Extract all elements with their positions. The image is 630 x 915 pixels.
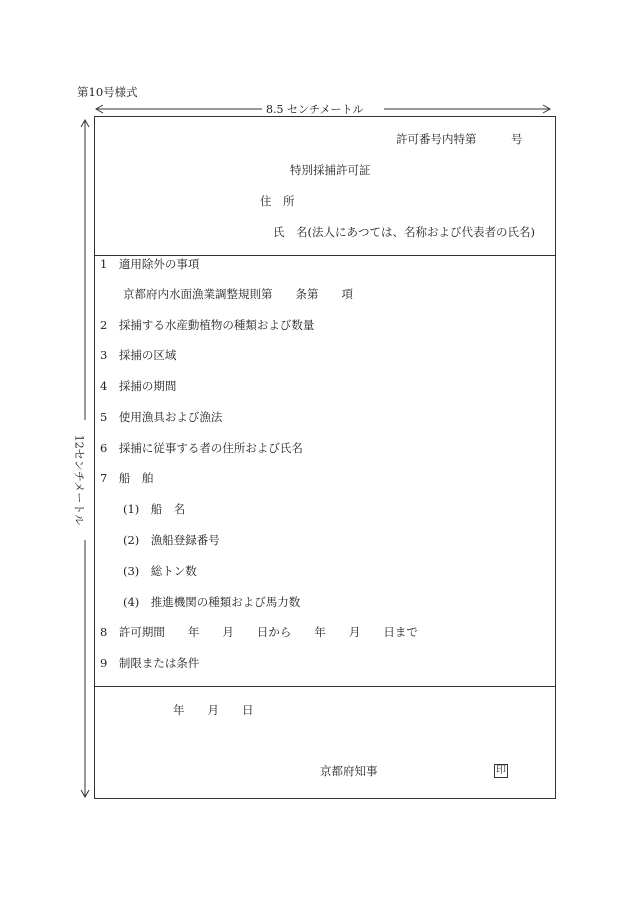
- permit-title: 特別採捕許可証: [290, 163, 371, 177]
- header-divider: [94, 255, 556, 256]
- item-row: (4) 推進機関の種類および馬力数: [123, 595, 301, 609]
- footer-divider: [94, 686, 556, 687]
- name-label: 氏 名(法人にあつては、名称および代表者の氏名): [273, 225, 535, 239]
- form-number: 第10号様式: [77, 85, 138, 99]
- seal-mark: 印: [496, 765, 506, 776]
- item-row: (3) 総トン数: [123, 564, 197, 578]
- item-row: 7 船 舶: [100, 471, 154, 485]
- item-row: 9 制限または条件: [100, 656, 200, 670]
- item-row: 京都府内水面漁業調整規則第 条第 項: [123, 287, 353, 301]
- item-row: 2 採捕する水産動植物の種類および数量: [100, 318, 315, 332]
- item-row: (1) 船 名: [123, 502, 186, 516]
- item-row: 3 採捕の区域: [100, 348, 177, 362]
- issue-date: 年 月 日: [173, 703, 254, 717]
- item-row: 4 採捕の期間: [100, 379, 177, 393]
- height-dimension-label: 12センチメートル: [72, 434, 86, 526]
- width-dimension-label: 8.5 センチメートル: [266, 103, 364, 116]
- permit-number: 許可番号内特第 号: [396, 132, 523, 146]
- permit-form-frame: [94, 116, 556, 799]
- address-label: 住 所: [260, 194, 295, 208]
- item-row: 5 使用漁具および漁法: [100, 410, 223, 424]
- item-row: (2) 漁船登録番号: [123, 533, 220, 547]
- item-row: 6 採捕に従事する者の住所および氏名: [100, 441, 303, 455]
- item-row: 8 許可期間 年 月 日から 年 月 日まで: [100, 625, 418, 639]
- item-row: 1 適用除外の事項: [100, 257, 200, 271]
- issuer-name: 京都府知事: [320, 764, 378, 778]
